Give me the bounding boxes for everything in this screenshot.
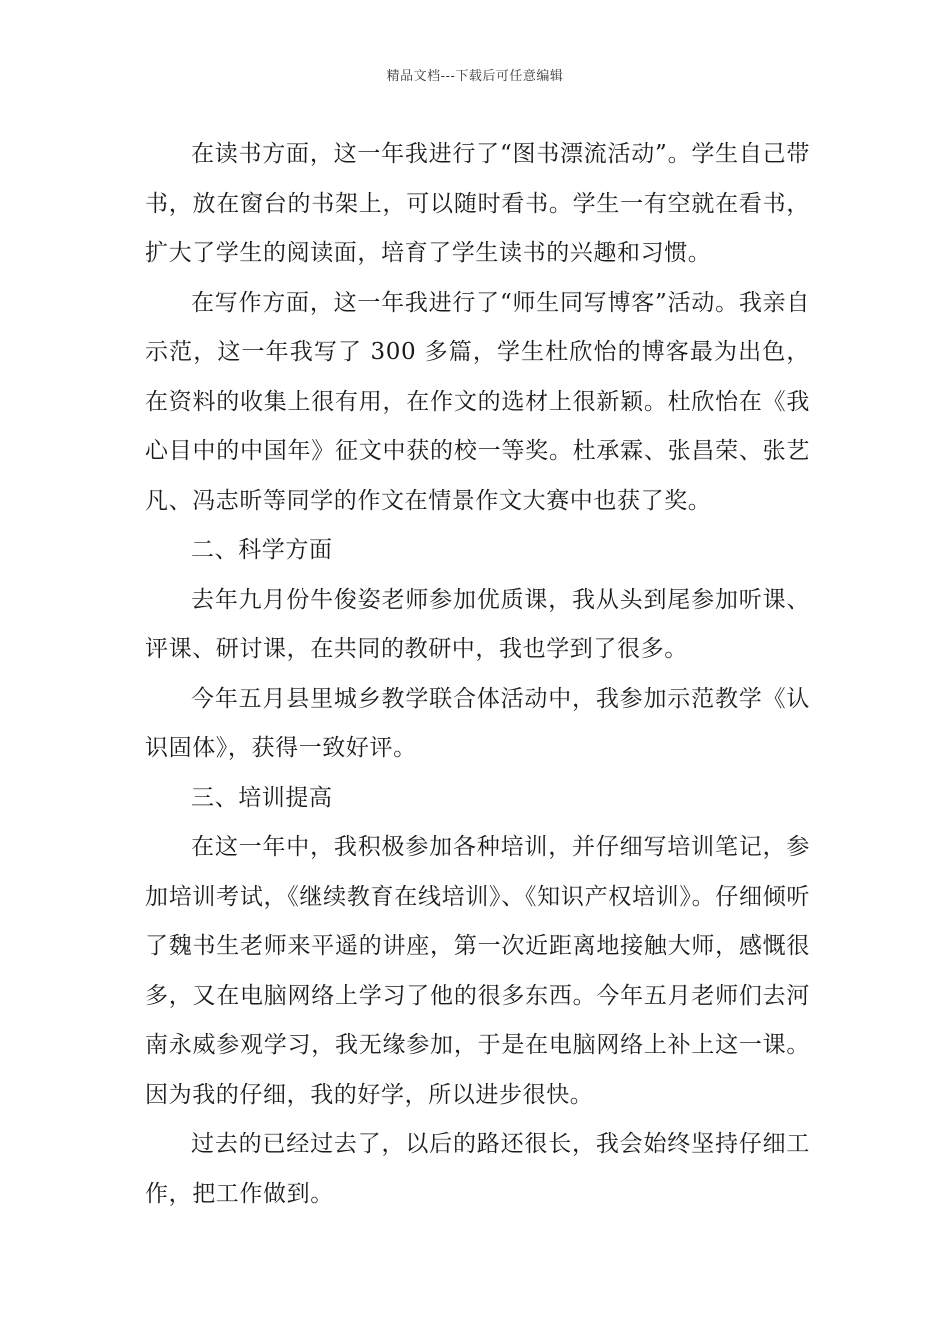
paragraph-science-lesson: 去年九月份牛俊姿老师参加优质课，我从头到尾参加听课、评课、研讨课，在共同的教研中，我也学到了很多。: [145, 586, 810, 662]
paragraph-training: 在这一年中，我积极参加各种培训，并仔细写培训笔记，参加培训考试，《继续教育在线培训》、《知识产权培训》。仔细倾听了魏书生老师来平遥的讲座，第一次近距离地接触大师，感慨很多，又在电脑网络上学习了他的很多东西。今年五月老师们去河南永威参观学习，我无缘参加，于是在电脑网络上补上这一课。因为我的仔细，我的好学，所以进步很快。: [145, 834, 810, 1108]
page-header: 精品文档---下载后可任意编辑: [386, 69, 564, 84]
paragraph-conclusion: 过去的已经过去了，以后的路还很长，我会始终坚持仔细工作，把工作做到。: [145, 1131, 810, 1207]
paragraph-reading: 在读书方面，这一年我进行了“图书漂流活动”。学生自己带书，放在窗台的书架上，可以随时看书。学生一有空就在看书，扩大了学生的阅读面，培育了学生读书的兴趣和习惯。: [145, 141, 810, 266]
section-heading-training: 三、培训提高: [191, 784, 333, 811]
paragraph-writing: 在写作方面，这一年我进行了“师生同写博客”活动。我亲自示范，这一年我写了 300 多篇，学生杜欣怡的博客最为出色，在资料的收集上很有用，在作文的选材上很新颖。杜欣怡在《我心目中的中国年》征文中获的校一等奖。杜承霖、张昌荣、张艺凡、冯志昕等同学的作文在情景作文大赛中也获了奖。: [145, 289, 810, 514]
section-heading-science: 二、科学方面: [191, 537, 333, 563]
document-body: [145, 130, 810, 1219]
paragraph-science-demo: 今年五月县里城乡教学联合体活动中，我参加示范教学《认识固体》，获得一致好评。: [145, 685, 810, 761]
